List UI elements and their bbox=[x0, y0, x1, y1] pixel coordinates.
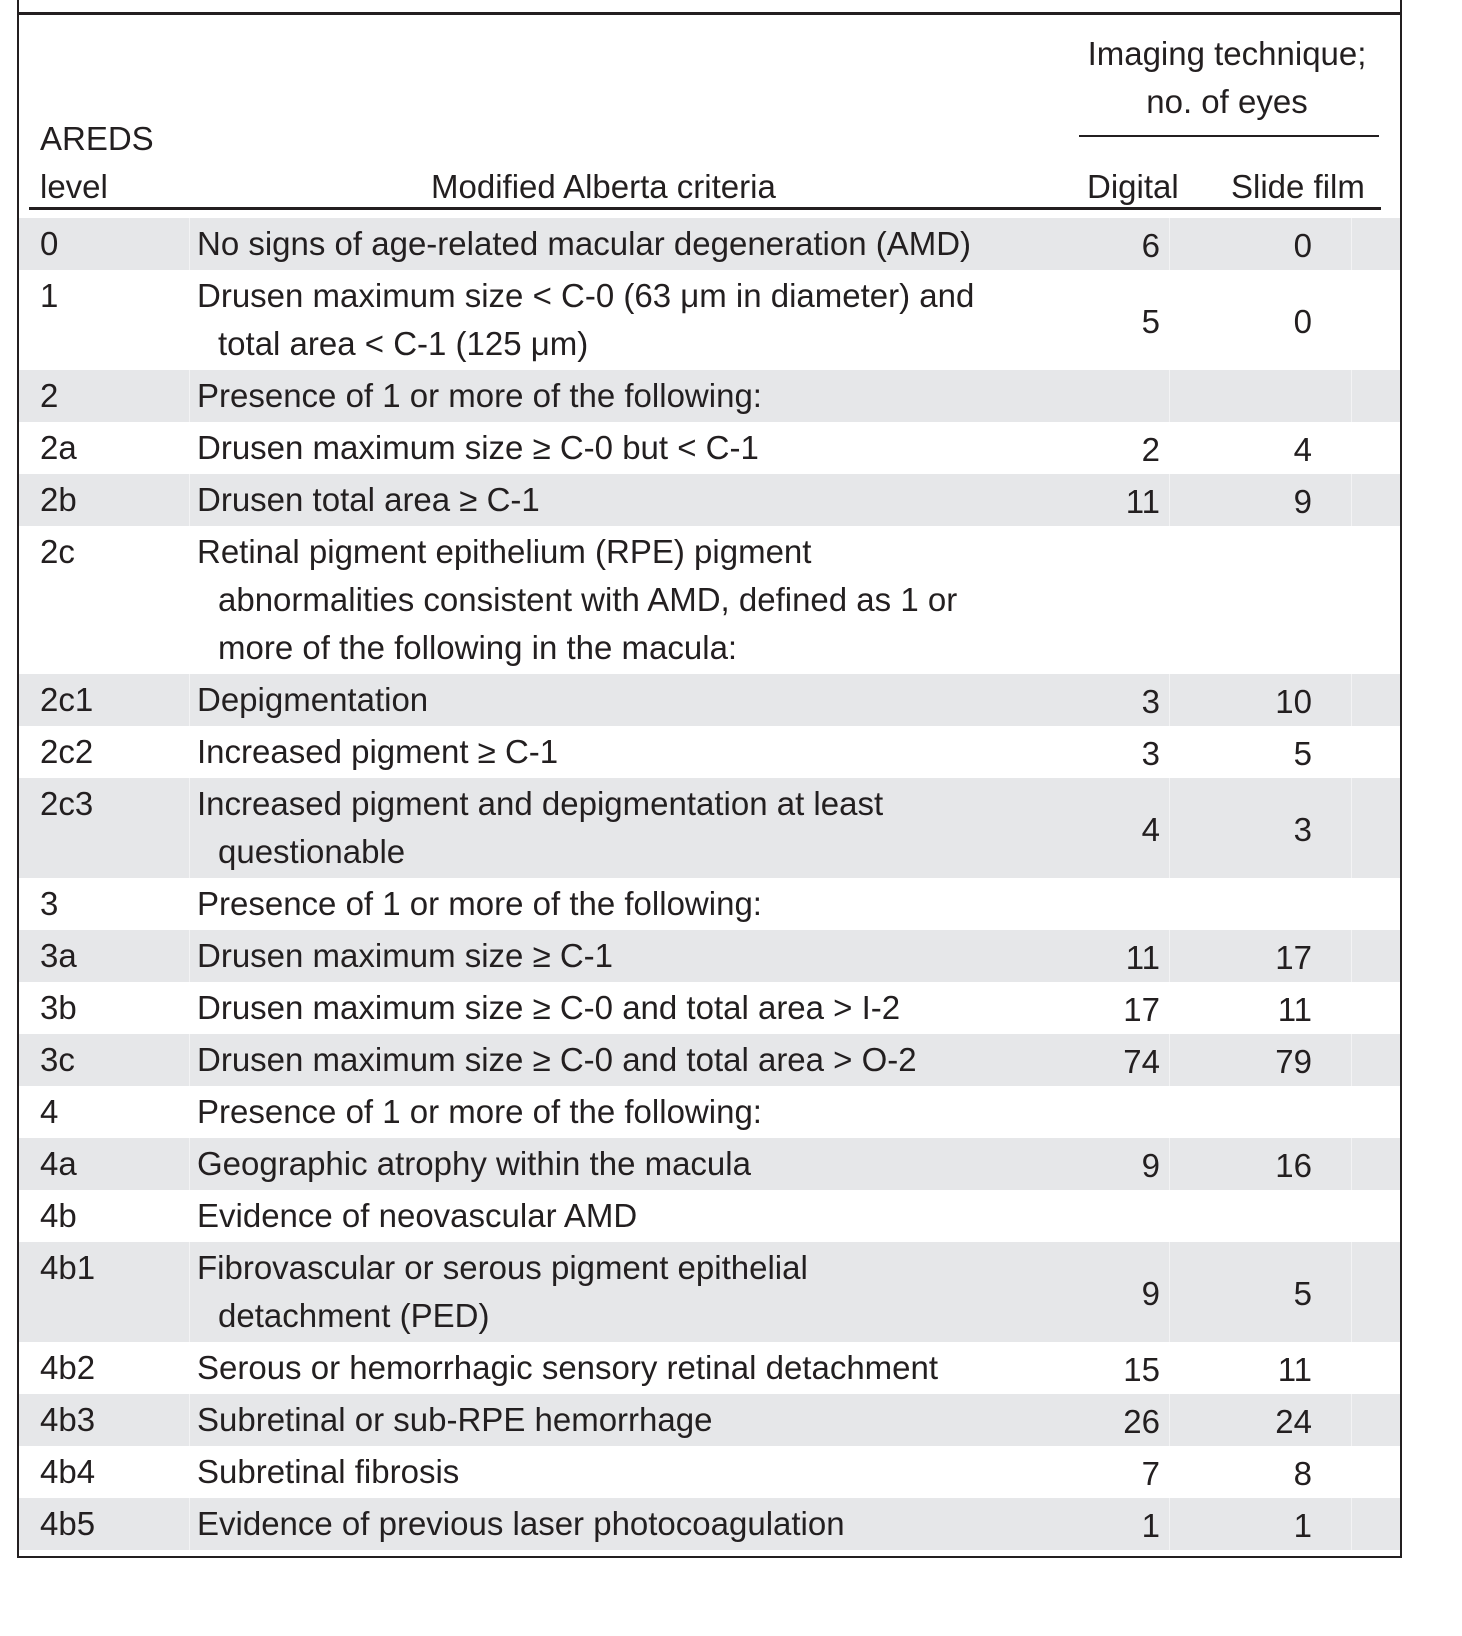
column-separator bbox=[1351, 878, 1352, 930]
criteria-line: Evidence of previous laser photocoagulation bbox=[197, 1505, 845, 1542]
header-group-line1: Imaging technique; bbox=[1087, 35, 1367, 72]
cell-areds-level: 3 bbox=[40, 885, 59, 922]
column-separator bbox=[1169, 1138, 1170, 1190]
column-separator bbox=[1169, 1394, 1170, 1446]
table-row bbox=[19, 726, 1400, 778]
column-separator bbox=[189, 778, 190, 878]
cell-digital-count: 5 bbox=[1141, 303, 1160, 340]
cell-digital-count: 7 bbox=[1141, 1455, 1160, 1492]
column-separator bbox=[1169, 1342, 1170, 1394]
cell-areds-level: 3b bbox=[40, 989, 77, 1026]
cell-criteria bbox=[197, 1036, 1077, 1084]
column-separator bbox=[189, 1342, 190, 1394]
column-separator bbox=[1351, 930, 1352, 982]
column-separator bbox=[1169, 878, 1170, 930]
column-separator bbox=[1169, 1190, 1170, 1242]
cell-criteria bbox=[197, 372, 1077, 420]
header-rule bbox=[29, 207, 1381, 210]
cell-areds-level: 4b4 bbox=[40, 1453, 96, 1490]
column-separator bbox=[189, 982, 190, 1034]
column-separator bbox=[1351, 1498, 1352, 1550]
column-separator bbox=[1351, 1034, 1352, 1086]
criteria-line: Presence of 1 or more of the following: bbox=[197, 377, 762, 414]
table-row bbox=[19, 474, 1400, 526]
cell-digital-count: 3 bbox=[1141, 683, 1160, 720]
criteria-line: Drusen maximum size ≥ C-0 but < C-1 bbox=[197, 429, 759, 466]
cell-criteria bbox=[197, 272, 1077, 368]
cell-criteria bbox=[197, 728, 1077, 776]
criteria-line: total area < C-1 (125 μm) bbox=[218, 325, 589, 362]
column-separator bbox=[1169, 1498, 1170, 1550]
column-separator bbox=[1351, 474, 1352, 526]
cell-areds-level: 2c1 bbox=[40, 681, 94, 718]
cell-criteria bbox=[197, 932, 1077, 980]
cell-digital-count: 17 bbox=[1123, 991, 1160, 1028]
cell-slide-film-count: 9 bbox=[1293, 483, 1312, 520]
cell-criteria bbox=[197, 1192, 1077, 1240]
criteria-line: Drusen maximum size < C-0 (63 μm in diameter) and bbox=[197, 277, 975, 314]
cell-criteria bbox=[197, 780, 1077, 876]
column-separator bbox=[1351, 1394, 1352, 1446]
column-separator bbox=[1169, 218, 1170, 270]
table-row bbox=[19, 878, 1400, 930]
table-row bbox=[19, 1498, 1400, 1550]
cell-criteria bbox=[197, 476, 1077, 524]
table-row bbox=[19, 218, 1400, 270]
cell-areds-level: 4b1 bbox=[40, 1249, 96, 1286]
table-row bbox=[19, 526, 1400, 674]
cell-digital-count: 6 bbox=[1141, 227, 1160, 264]
column-separator bbox=[1351, 422, 1352, 474]
cell-slide-film-count: 16 bbox=[1275, 1147, 1312, 1184]
table-header bbox=[19, 15, 1400, 208]
criteria-line: Subretinal or sub-RPE hemorrhage bbox=[197, 1401, 713, 1438]
column-separator bbox=[1351, 370, 1352, 422]
criteria-line: abnormalities consistent with AMD, defined as 1 or bbox=[218, 581, 958, 618]
cell-slide-film-count: 24 bbox=[1275, 1403, 1312, 1440]
cell-criteria bbox=[197, 1396, 1077, 1444]
header-imaging-technique bbox=[1074, 30, 1380, 126]
table-row bbox=[19, 778, 1400, 878]
cell-criteria bbox=[197, 1448, 1077, 1496]
column-separator bbox=[1169, 474, 1170, 526]
cell-criteria bbox=[197, 1088, 1077, 1136]
cell-digital-count: 74 bbox=[1123, 1043, 1160, 1080]
cell-digital-count: 9 bbox=[1141, 1275, 1160, 1312]
column-separator bbox=[1351, 526, 1352, 674]
column-separator bbox=[1351, 218, 1352, 270]
column-separator bbox=[1351, 674, 1352, 726]
cell-areds-level: 3c bbox=[40, 1041, 75, 1078]
header-group-rule bbox=[1079, 135, 1379, 137]
cell-areds-level: 4b5 bbox=[40, 1505, 96, 1542]
column-separator bbox=[1169, 674, 1170, 726]
column-separator bbox=[1351, 982, 1352, 1034]
cell-criteria bbox=[197, 1244, 1077, 1340]
cell-slide-film-count: 4 bbox=[1293, 431, 1312, 468]
table-row bbox=[19, 1086, 1400, 1138]
cell-slide-film-count: 8 bbox=[1293, 1455, 1312, 1492]
criteria-line: Depigmentation bbox=[197, 681, 429, 718]
column-separator bbox=[189, 474, 190, 526]
criteria-line: Presence of 1 or more of the following: bbox=[197, 1093, 762, 1130]
criteria-line: detachment (PED) bbox=[218, 1297, 490, 1334]
table-row bbox=[19, 1394, 1400, 1446]
table-row bbox=[19, 674, 1400, 726]
cell-areds-level: 2 bbox=[40, 377, 59, 414]
cell-digital-count: 1 bbox=[1141, 1507, 1160, 1544]
cell-slide-film-count: 5 bbox=[1293, 1275, 1312, 1312]
cell-areds-level: 3a bbox=[40, 937, 77, 974]
cell-criteria bbox=[197, 984, 1077, 1032]
cell-digital-count: 26 bbox=[1123, 1403, 1160, 1440]
header-criteria: Modified Alberta criteria bbox=[431, 168, 776, 205]
header-level-line1: AREDS bbox=[40, 120, 154, 157]
column-separator bbox=[189, 218, 190, 270]
column-separator bbox=[189, 526, 190, 674]
table-row bbox=[19, 1138, 1400, 1190]
cell-digital-count: 15 bbox=[1123, 1351, 1160, 1388]
cell-areds-level: 2a bbox=[40, 429, 77, 466]
column-separator bbox=[189, 674, 190, 726]
table-row bbox=[19, 982, 1400, 1034]
column-separator bbox=[1169, 1034, 1170, 1086]
column-separator bbox=[189, 370, 190, 422]
header-areds-level bbox=[40, 115, 154, 211]
column-separator bbox=[189, 930, 190, 982]
table-row bbox=[19, 1242, 1400, 1342]
cell-slide-film-count: 17 bbox=[1275, 939, 1312, 976]
cell-criteria bbox=[197, 528, 1077, 672]
cell-digital-count: 2 bbox=[1141, 431, 1160, 468]
criteria-line: No signs of age-related macular degeneration (AMD) bbox=[197, 225, 972, 262]
column-separator bbox=[1169, 1086, 1170, 1138]
cell-criteria bbox=[197, 1140, 1077, 1188]
table-row bbox=[19, 422, 1400, 474]
cell-slide-film-count: 79 bbox=[1275, 1043, 1312, 1080]
cell-digital-count: 9 bbox=[1141, 1147, 1160, 1184]
header-slide-film: Slide film bbox=[1231, 168, 1365, 205]
cell-criteria bbox=[197, 1500, 1077, 1548]
column-separator bbox=[1351, 1446, 1352, 1498]
cell-slide-film-count: 5 bbox=[1293, 735, 1312, 772]
column-separator bbox=[1169, 370, 1170, 422]
header-level-line2: level bbox=[40, 168, 108, 205]
column-separator bbox=[1169, 930, 1170, 982]
criteria-line: Increased pigment ≥ C-1 bbox=[197, 733, 559, 770]
column-separator bbox=[1351, 1138, 1352, 1190]
column-separator bbox=[189, 1138, 190, 1190]
column-separator bbox=[1169, 526, 1170, 674]
criteria-line: questionable bbox=[218, 833, 406, 870]
cell-areds-level: 0 bbox=[40, 225, 59, 262]
header-digital: Digital bbox=[1087, 168, 1179, 205]
cell-areds-level: 4b bbox=[40, 1197, 77, 1234]
table-row bbox=[19, 1190, 1400, 1242]
cell-criteria bbox=[197, 676, 1077, 724]
cell-areds-level: 2b bbox=[40, 481, 77, 518]
table-row bbox=[19, 1446, 1400, 1498]
column-separator bbox=[189, 1242, 190, 1342]
column-separator bbox=[1351, 726, 1352, 778]
criteria-line: Subretinal fibrosis bbox=[197, 1453, 460, 1490]
criteria-line: Evidence of neovascular AMD bbox=[197, 1197, 638, 1234]
column-separator bbox=[1169, 1242, 1170, 1342]
cell-slide-film-count: 1 bbox=[1293, 1507, 1312, 1544]
column-separator bbox=[1351, 1086, 1352, 1138]
cell-areds-level: 4b2 bbox=[40, 1349, 96, 1386]
column-separator bbox=[189, 1086, 190, 1138]
column-separator bbox=[1169, 270, 1170, 370]
cell-areds-level: 4 bbox=[40, 1093, 59, 1130]
cell-areds-level: 2c bbox=[40, 533, 75, 570]
table-row bbox=[19, 1342, 1400, 1394]
column-separator bbox=[1169, 1446, 1170, 1498]
table-body bbox=[19, 218, 1400, 1550]
cell-slide-film-count: 3 bbox=[1293, 811, 1312, 848]
column-separator bbox=[189, 1394, 190, 1446]
column-separator bbox=[1169, 422, 1170, 474]
cell-digital-count: 4 bbox=[1141, 811, 1160, 848]
column-separator bbox=[189, 1498, 190, 1550]
criteria-line: more of the following in the macula: bbox=[218, 629, 738, 666]
table-row bbox=[19, 370, 1400, 422]
column-separator bbox=[1351, 270, 1352, 370]
criteria-line: Retinal pigment epithelium (RPE) pigment bbox=[197, 533, 812, 570]
column-separator bbox=[1351, 778, 1352, 878]
column-separator bbox=[1351, 1342, 1352, 1394]
criteria-line: Drusen maximum size ≥ C-1 bbox=[197, 937, 614, 974]
table-row bbox=[19, 270, 1400, 370]
cell-areds-level: 2c2 bbox=[40, 733, 94, 770]
cell-digital-count: 11 bbox=[1125, 483, 1160, 520]
cell-digital-count: 3 bbox=[1141, 735, 1160, 772]
cell-slide-film-count: 11 bbox=[1277, 991, 1312, 1028]
cell-criteria bbox=[197, 424, 1077, 472]
criteria-line: Increased pigment and depigmentation at least bbox=[197, 785, 884, 822]
column-separator bbox=[189, 726, 190, 778]
column-separator bbox=[1169, 982, 1170, 1034]
cell-criteria bbox=[197, 880, 1077, 928]
cell-criteria bbox=[197, 220, 1077, 268]
cell-slide-film-count: 10 bbox=[1275, 683, 1312, 720]
criteria-line: Presence of 1 or more of the following: bbox=[197, 885, 762, 922]
column-separator bbox=[189, 1190, 190, 1242]
column-separator bbox=[189, 1034, 190, 1086]
column-separator bbox=[1351, 1190, 1352, 1242]
cell-areds-level: 4a bbox=[40, 1145, 77, 1182]
criteria-line: Fibrovascular or serous pigment epithelial bbox=[197, 1249, 808, 1286]
column-separator bbox=[189, 1446, 190, 1498]
cell-areds-level: 4b3 bbox=[40, 1401, 96, 1438]
column-separator bbox=[1169, 778, 1170, 878]
table-row bbox=[19, 930, 1400, 982]
criteria-line: Drusen total area ≥ C-1 bbox=[197, 481, 540, 518]
cell-slide-film-count: 0 bbox=[1293, 227, 1312, 264]
cell-digital-count: 11 bbox=[1125, 939, 1160, 976]
cell-criteria bbox=[197, 1344, 1077, 1392]
column-separator bbox=[1351, 1242, 1352, 1342]
cell-areds-level: 1 bbox=[40, 277, 59, 314]
cell-slide-film-count: 0 bbox=[1293, 303, 1312, 340]
table-row bbox=[19, 1034, 1400, 1086]
cell-areds-level: 2c3 bbox=[40, 785, 94, 822]
column-separator bbox=[1169, 726, 1170, 778]
criteria-line: Drusen maximum size ≥ C-0 and total area > O-2 bbox=[197, 1041, 917, 1078]
column-separator bbox=[189, 270, 190, 370]
cell-slide-film-count: 11 bbox=[1277, 1351, 1312, 1388]
column-separator bbox=[189, 422, 190, 474]
criteria-line: Geographic atrophy within the macula bbox=[197, 1145, 751, 1182]
header-group-line2: no. of eyes bbox=[1146, 83, 1308, 120]
column-separator bbox=[189, 878, 190, 930]
criteria-line: Serous or hemorrhagic sensory retinal detachment bbox=[197, 1349, 939, 1386]
criteria-line: Drusen maximum size ≥ C-0 and total area > I-2 bbox=[197, 989, 901, 1026]
